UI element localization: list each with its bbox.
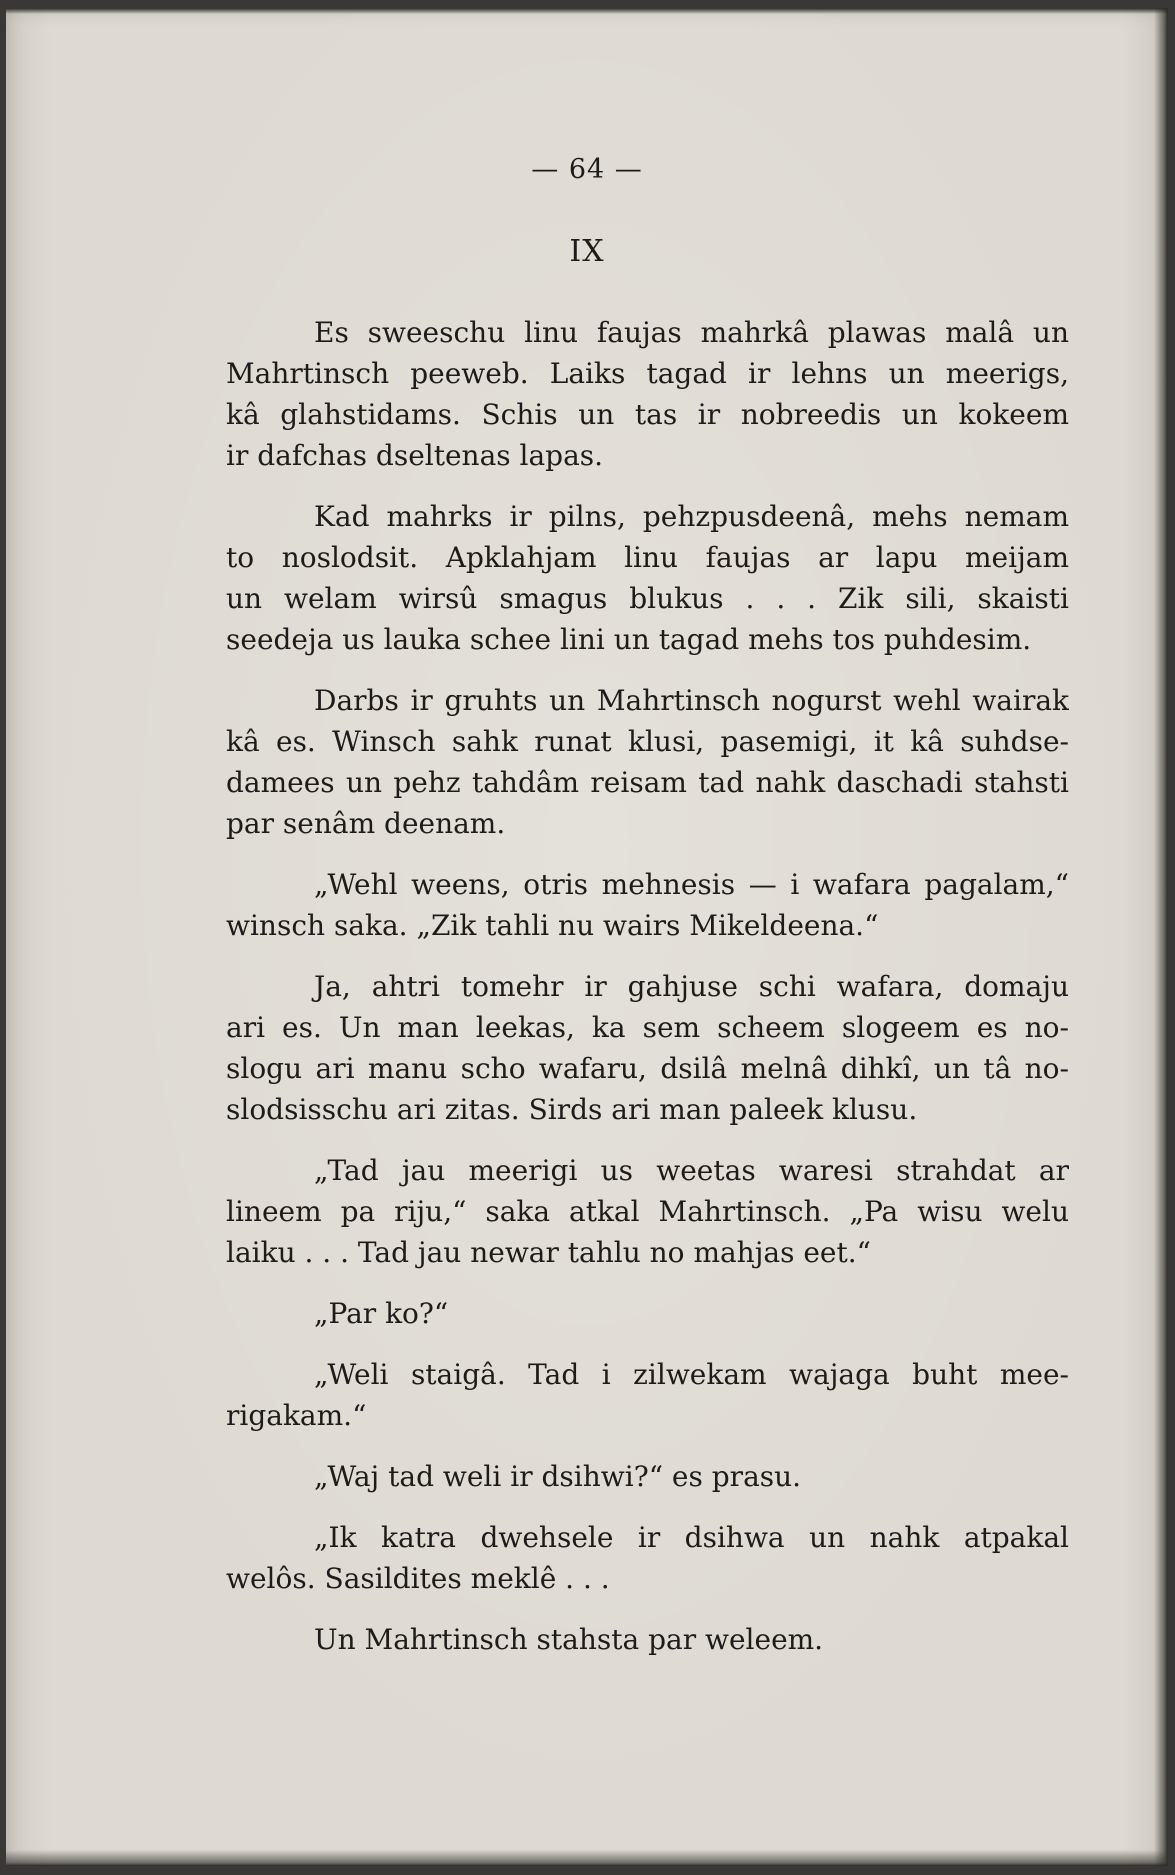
text-line: Mahrtinsch peeweb. Laiks tagad ir lehns un meerigs, — [226, 357, 1069, 390]
text-line: un welam wirsû smagus blukus . . . Zik sili, skaisti — [226, 582, 1069, 615]
page-top-edge-shadow — [6, 8, 1168, 14]
paragraph — [226, 1456, 1069, 1497]
text-line: Kad mahrks ir pilns, pehzpusdeenâ, mehs nemam — [314, 500, 1069, 533]
text-line: to noslodsit. Apklahjam linu faujas ar lapu meijam — [226, 541, 1069, 574]
page-bottom-edge-shadow — [6, 1850, 1168, 1866]
text-line: kâ es. Winsch sahk runat klusi, pasemigi, it kâ suhdse- — [226, 725, 1069, 758]
paragraph — [226, 1354, 1069, 1436]
body-text — [226, 312, 1069, 1660]
paragraph — [226, 1150, 1069, 1273]
text-line: ir dafchas dseltenas lapas. — [226, 439, 604, 472]
text-line: Un Mahrtinsch stahsta par weleem. — [314, 1623, 824, 1656]
text-line: damees un pehz tahdâm reisam tad nahk daschadi stahsti — [226, 766, 1069, 799]
paragraph — [226, 496, 1069, 660]
paragraph — [226, 680, 1069, 844]
paragraph — [226, 1517, 1069, 1599]
paragraph — [226, 1293, 1069, 1334]
text-line: Ja, ahtri tomehr ir gahjuse schi wafara, domaju — [314, 970, 1069, 1003]
paragraph — [226, 864, 1069, 946]
text-line: Es sweeschu linu faujas mahrkâ plawas malâ un — [314, 316, 1069, 349]
page-right-edge-shadow — [1154, 8, 1168, 1866]
text-line: welôs. Sasildites meklê . . . — [226, 1562, 610, 1595]
book-page — [6, 8, 1168, 1866]
text-line: par senâm deenam. — [226, 807, 506, 840]
text-line: „Par ko?“ — [314, 1297, 449, 1330]
paragraph — [226, 966, 1069, 1130]
text-line: laiku . . . Tad jau newar tahlu no mahjas eet.“ — [226, 1236, 871, 1269]
text-line: „Wehl weens, otris mehnesis — i wafara pagalam,“ — [314, 868, 1069, 901]
paragraph — [226, 1619, 1069, 1660]
text-line: rigakam.“ — [226, 1399, 367, 1432]
text-line: winsch saka. „Zik tahli nu wairs Mikeldeena.“ — [226, 909, 879, 942]
text-line: „Weli staigâ. Tad i zilwekam wajaga buht mee- — [314, 1358, 1069, 1391]
text-line: lineem pa riju,“ saka atkal Mahrtinsch. „Pa wisu welu — [226, 1195, 1069, 1228]
text-line: seedeja us lauka schee lini un tagad mehs tos puhdesim. — [226, 623, 1032, 656]
text-line: „Ik katra dwehsele ir dsihwa un nahk atpakal — [314, 1521, 1069, 1554]
paragraph — [226, 312, 1069, 476]
text-line: kâ glahstidams. Schis un tas ir nobreedis un kokeem — [226, 398, 1069, 431]
text-line: slodsisschu ari zitas. Sirds ari man paleek klusu. — [226, 1093, 918, 1126]
text-line: „Waj tad weli ir dsihwi?“ es prasu. — [314, 1460, 802, 1493]
text-line: „Tad jau meerigi us weetas waresi strahdat ar — [314, 1154, 1069, 1187]
chapter-heading: IX — [569, 234, 605, 269]
text-line: Darbs ir gruhts un Mahrtinsch nogurst wehl wairak — [314, 684, 1069, 717]
text-line: slogu ari manu scho wafaru, dsilâ melnâ dihkî, un tâ no- — [226, 1052, 1069, 1085]
text-line: ari es. Un man leekas, ka sem scheem slogeem es no- — [226, 1011, 1069, 1044]
page-number: — 64 — — [531, 154, 643, 185]
